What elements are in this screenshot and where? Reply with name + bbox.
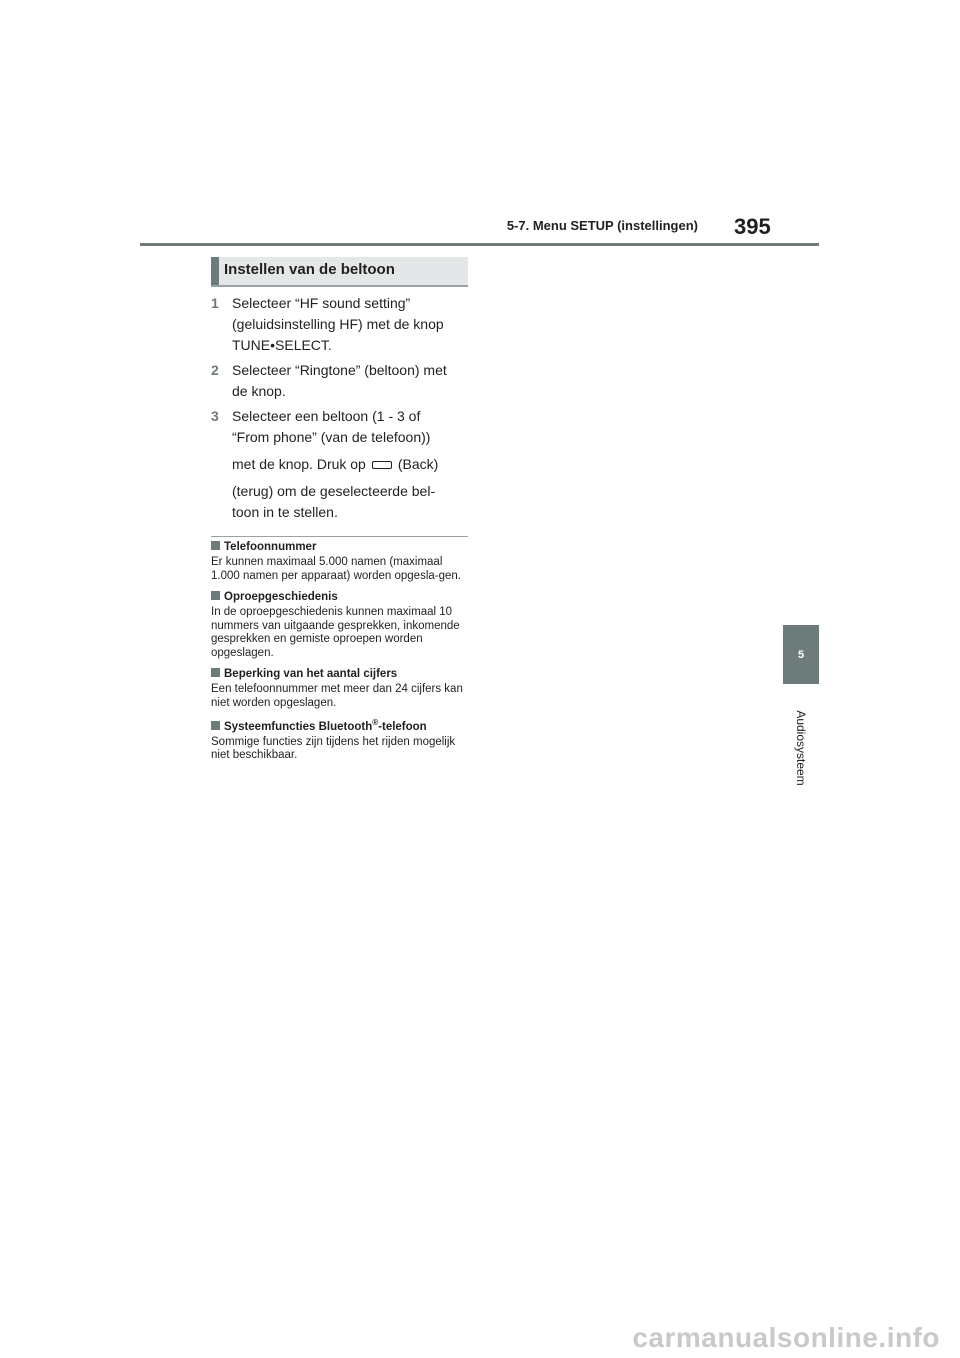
chapter-tab[interactable] [783,625,819,684]
step-number: 3 [211,408,219,424]
square-bullet-icon [211,591,220,600]
note-title: Oproepgeschiedenis [211,591,469,603]
step-text-line: (geluidsinstelling HF) met de knop [232,316,444,332]
square-bullet-icon [211,541,220,550]
step-text-line: Selecteer “Ringtone” (beltoon) met [232,362,447,378]
header-section-title: 5-7. Menu SETUP (instellingen) [506,218,698,233]
header-divider [140,243,819,246]
step-text-line: Selecteer een beltoon (1 - 3 of [232,408,421,424]
watermark-text: carmanualsonline.info [632,1322,940,1353]
square-bullet-icon [211,668,220,677]
step-text-line: (terug) om de geselecteerde bel- [232,483,436,499]
note-title: Telefoonnummer [211,541,469,553]
notes-list [211,541,469,771]
note-text: In de oproepgeschiedenis kunnen maximaal 10 nummers van uitgaande gesprekken, inkomende gesprekken en gemiste oproepen worden opgeslagen. [211,606,460,659]
step-item [211,360,473,402]
step-number: 2 [211,362,219,378]
step-text-line: “From phone” (van de telefoon)) [232,429,431,445]
step-text-fragment: met de knop. Druk op [232,456,366,472]
step-text-line: TUNE•SELECT. [232,337,332,353]
chapter-label: Audiosysteem [794,710,808,786]
note-text: Er kunnen maximaal 5.000 namen (maximaal 1.000 namen per apparaat) worden opgesla-gen. [211,556,461,582]
step-number: 1 [211,295,219,311]
note-item [211,718,469,763]
square-bullet-icon [211,721,220,730]
step-list [211,293,473,527]
section-heading-bar [211,257,468,287]
back-button-icon [372,461,392,469]
note-title: Systeemfuncties Bluetooth®-telefoon [211,718,469,733]
note-text: Een telefoonnummer met meer dan 24 cijfers kan niet worden opgeslagen. [211,683,463,709]
step-text-fragment: (Back) [397,456,439,472]
note-item [211,591,469,660]
note-item [211,668,469,710]
note-text: Sommige functies zijn tijdens het rijden mogelijk niet beschikbaar. [211,735,456,762]
note-item [211,541,469,583]
step-text-line: de knop. [232,383,286,399]
footer [0,1320,960,1358]
step-text-line: Selecteer “HF sound setting” [232,295,411,311]
step-item [211,293,473,356]
chapter-number: 5 [797,648,805,661]
page-number: 395 [734,214,771,239]
section-heading: Instellen van de beltoon [224,261,395,278]
step-text-line [232,454,473,475]
step-item [211,406,473,523]
section-heading-accent [211,257,219,285]
note-title: Beperking van het aantal cijfers [211,668,469,680]
step-text-line: toon in te stellen. [232,504,338,520]
notes-divider [211,536,468,537]
